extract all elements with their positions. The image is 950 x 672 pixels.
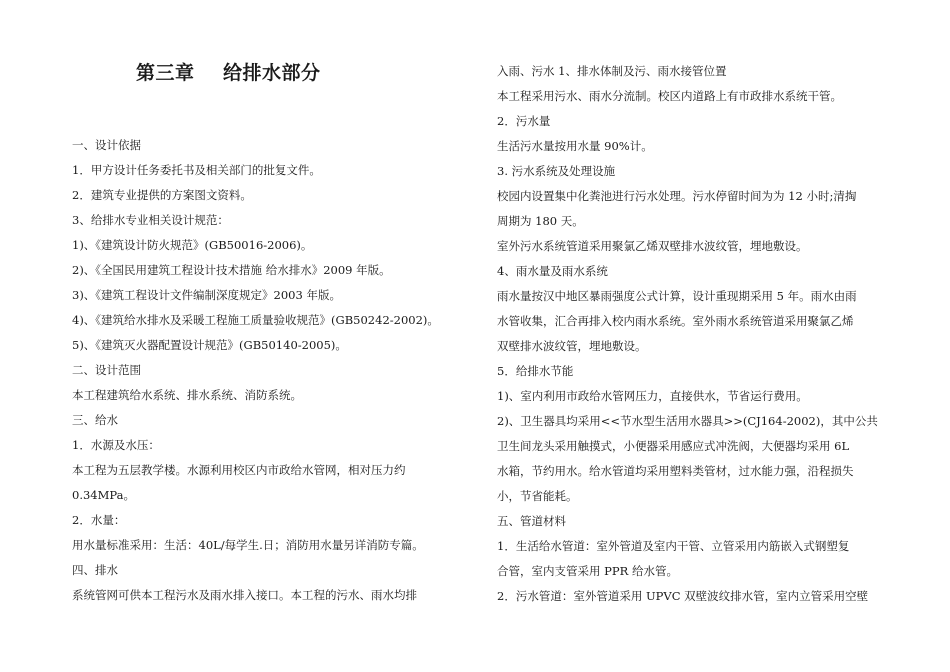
text-line: 本工程为五层教学楼。水源利用校区内市政给水管网，相对压力约 [72,463,406,477]
text-line: 3. 污水系统及处理设施 [497,164,616,178]
text-line: 合管，室内支管采用 PPR 给水管。 [497,564,678,578]
page-title: 第三章 给排水部分 [136,62,321,84]
text-line: 0.34MPa。 [72,488,135,502]
text-line: 用水量标准采用：生活：40L/每学生.日；消防用水量另详消防专篇。 [72,538,424,552]
text-line: 双壁排水波纹管，埋地敷设。 [497,339,647,353]
text-line: 系统管网可供本工程污水及雨水排入接口。本工程的污水、雨水均排 [72,588,417,602]
text-line: 2．建筑专业提供的方案图文资料。 [72,188,252,202]
text-line: 卫生间龙头采用触摸式，小便器采用感应式冲洗阀，大便器均采用 6L [497,439,850,453]
section-heading: 一、设计依据 [72,138,141,152]
section-heading: 四、排水 [72,563,118,577]
section-heading: 五、管道材料 [497,514,566,528]
section-heading: 二、设计范围 [72,363,141,377]
text-line: 1．生活给水管道：室外管道及室内干管、立管采用内筋嵌入式钢塑复 [497,539,850,553]
text-line: 1．水源及水压： [72,438,160,452]
text-line: 1)、室内利用市政给水管网压力，直接供水，节省运行费用。 [497,389,808,403]
text-line: 2．污水管道：室外管道采用 UPVC 双壁波纹排水管，室内立管采用空壁 [497,589,869,603]
text-line: 2．污水量 [497,114,551,128]
section-heading: 三、给水 [72,413,118,427]
text-line: 2)、《全国民用建筑工程设计技术措施 给水排水》2009 年版。 [72,263,391,277]
text-line: 2．水量： [72,513,126,527]
text-line: 水管收集，汇合再排入校内雨水系统。室外雨水系统管道采用聚氯乙烯 [497,314,854,328]
text-line: 4、雨水量及雨水系统 [497,264,608,278]
text-line: 生活污水量按用水量 90%计。 [497,139,653,153]
text-line: 1．甲方设计任务委托书及相关部门的批复文件。 [72,163,321,177]
text-line: 3)、《建筑工程设计文件编制深度规定》2003 年版。 [72,288,341,302]
text-line: 校园内设置集中化粪池进行污水处理。污水停留时间为为 12 小时;清掏 [497,189,857,203]
text-line: 入雨、污水 1、排水体制及污、雨水接管位置 [497,64,727,78]
text-line: 小，节省能耗。 [497,489,578,503]
text-line: 周期为 180 天。 [497,214,584,228]
text-line: 4)、《建筑给水排水及采暖工程施工质量验收规范》(GB50242-2002)。 [72,313,439,327]
text-line: 本工程采用污水、雨水分流制。校区内道路上有市政排水系统干管。 [497,89,842,103]
text-line: 5．给排水节能 [497,364,574,378]
text-line: 1)、《建筑设计防火规范》(GB50016-2006)。 [72,238,313,252]
text-line: 2)、卫生器具均采用<<节水型生活用水器具>>(CJ164-2002)，其中公共 [497,414,878,428]
text-line: 室外污水系统管道采用聚氯乙烯双壁排水波纹管，埋地敷设。 [497,239,808,253]
text-line: 3、给排水专业相关设计规范： [72,213,229,227]
text-line: 5)、《建筑灭火器配置设计规范》(GB50140-2005)。 [72,338,347,352]
text-line: 雨水量按汉中地区暴雨强度公式计算，设计重现期采用 5 年。雨水由雨 [497,289,857,303]
text-line: 本工程建筑给水系统、排水系统、消防系统。 [72,388,302,402]
text-line: 水箱，节约用水。给水管道均采用塑料类管材，过水能力强，沿程损失 [497,464,854,478]
